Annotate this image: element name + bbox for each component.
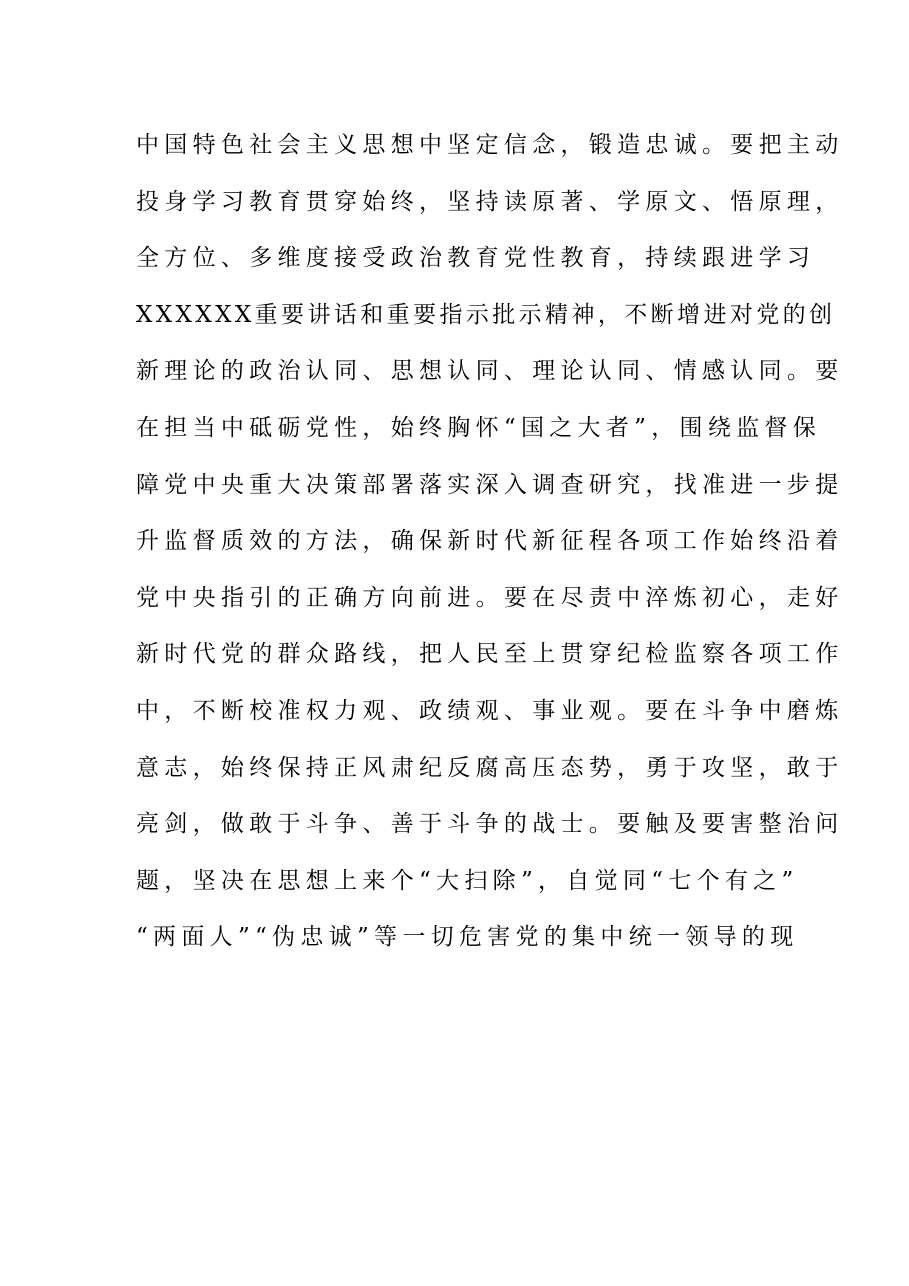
- text-line: 中国特色社会主义思想中坚定信念，锻造忠诚。要把主动: [136, 132, 844, 158]
- text-line: 全方位、多维度接受政治教育党性教育，持续跟进学习: [136, 245, 816, 272]
- text-line: 障党中央重大决策部署落实深入调查研究，找准进一步提: [136, 471, 844, 498]
- text-line: 党中央指引的正确方向前进。要在尽责中淬炼初心，走好: [136, 584, 844, 611]
- text-line: 中，不断校准权力观、政绩观、事业观。要在斗争中磨炼: [136, 697, 844, 724]
- text-line: 题，坚决在思想上来个“大扫除”，自觉同“七个有之”: [136, 867, 799, 894]
- text-line: 投身学习教育贯穿始终，坚持读原著、学原文、悟原理，: [136, 188, 844, 215]
- body-text: [136, 117, 844, 966]
- text-line: “两面人”“伪忠诚”等一切危害党的集中统一领导的现: [136, 924, 799, 951]
- text-line: 新时代党的群众路线，把人民至上贯穿纪检监察各项工作: [136, 641, 844, 668]
- text-line: 意志，始终保持正风肃纪反腐高压态势，勇于攻坚，敢于: [136, 754, 844, 781]
- text-line: 升监督质效的方法，确保新时代新征程各项工作始终沿着: [136, 528, 844, 555]
- text-line: XXXXXX重要讲话和重要指示批示精神，不断增进对党的创: [136, 301, 836, 328]
- text-line: 新理论的政治认同、思想认同、理论认同、情感认同。要: [136, 358, 844, 385]
- text-line: 在担当中砥砺党性，始终胸怀“国之大者”，围绕监督保: [136, 414, 822, 441]
- text-line: 亮剑，做敢于斗争、善于斗争的战士。要触及要害整治问: [136, 811, 844, 838]
